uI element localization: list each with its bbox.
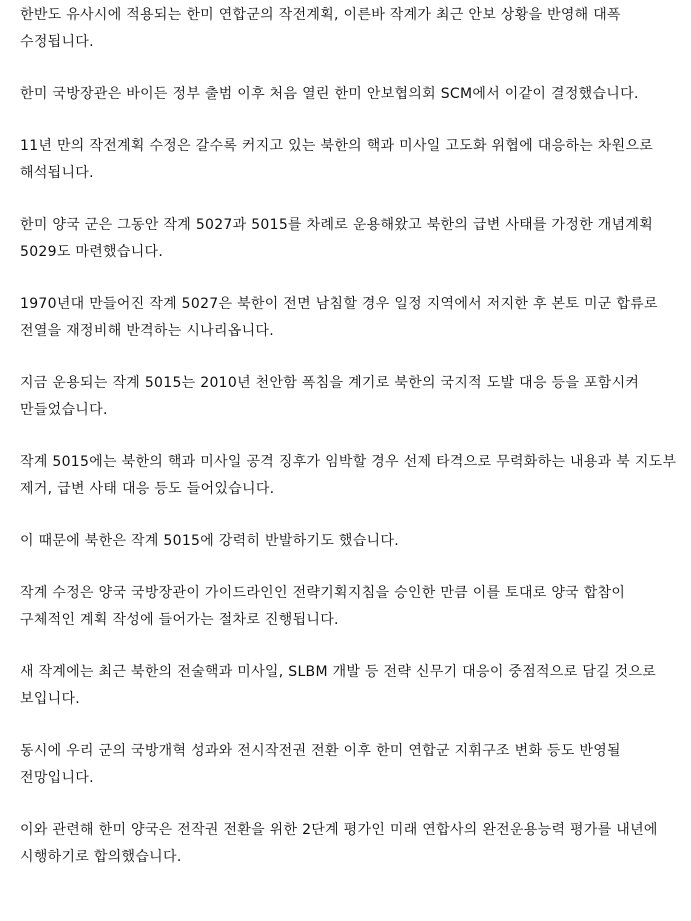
article-paragraph: 지금 운용되는 작계 5015는 2010년 천안함 폭침을 계기로 북한의 국지적 도발 대응 등을 포함시켜 만들었습니다. <box>20 375 640 418</box>
article-paragraph: 한미 양국 군은 그동안 작계 5027과 5015를 차례로 운용해왔고 북한의 급변 사태를 가정한 개념계획 5029도 마련했습니다. <box>20 217 654 260</box>
article-paragraph: 한반도 유사시에 적용되는 한미 연합군의 작전계획, 이른바 작계가 최근 안보 상황을 반영해 대폭 수정됩니다. <box>20 7 621 50</box>
article-paragraph: 새 작계에는 최근 북한의 전술핵과 미사일, SLBM 개발 등 전략 신무기 대응이 중점적으로 담길 것으로 보입니다. <box>20 664 657 707</box>
article-body <box>20 0 680 896</box>
article-paragraph: 이와 관련해 한미 양국은 전작권 전환을 위한 2단계 평가인 미래 연합사의 완전운용능력 평가를 내년에 시행하기로 합의했습니다. <box>20 822 658 865</box>
article-paragraph: 한미 국방장관은 바이든 정부 출범 이후 처음 열린 한미 안보협의회 SCM에서 이같이 결정했습니다. <box>20 86 639 102</box>
article-paragraph: 1970년대 만들어진 작계 5027은 북한이 전면 남침할 경우 일정 지역에서 저지한 후 본토 미군 합류로 전열을 재정비해 반격하는 시나리옵니다. <box>20 296 658 339</box>
article-paragraph: 동시에 우리 군의 국방개혁 성과와 전시작전권 전환 이후 한미 연합군 지휘구조 변화 등도 반영될 전망입니다. <box>20 743 621 786</box>
article-paragraph: 이 때문에 북한은 작계 5015에 강력히 반발하기도 했습니다. <box>20 533 399 549</box>
article-paragraph: 11년 만의 작전계획 수정은 갈수록 커지고 있는 북한의 핵과 미사일 고도화 위협에 대응하는 차원으로 해석됩니다. <box>20 138 654 181</box>
article-paragraph: 작계 수정은 양국 국방장관이 가이드라인인 전략기획지침을 승인한 만큼 이를 토대로 양국 합참이 구체적인 계획 작성에 들어가는 절차로 진행됩니다. <box>20 585 626 628</box>
article-paragraph: 작계 5015에는 북한의 핵과 미사일 공격 징후가 임박할 경우 선제 타격으로 무력화하는 내용과 북 지도부 제거, 급변 사태 대응 등도 들어있습니다. <box>20 454 677 497</box>
